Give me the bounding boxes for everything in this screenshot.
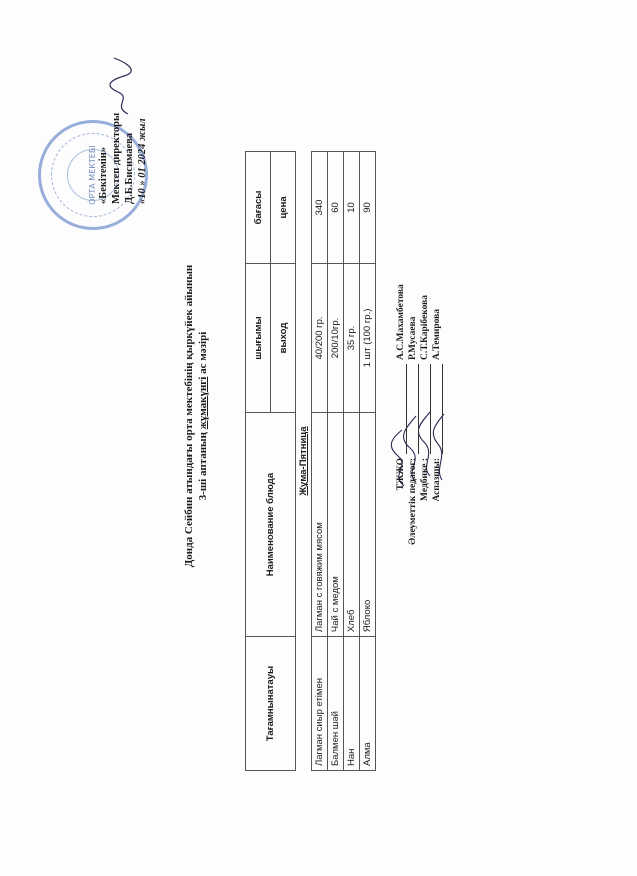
title-menu: ас мәзірі — [197, 331, 209, 374]
signature-name: С.Т.Карібекова — [420, 294, 430, 360]
signature-row — [395, 284, 407, 576]
cell-dish-ru: Яблоко — [360, 413, 376, 637]
menu-title — [182, 206, 210, 626]
cell-dish-kz: Алма — [360, 637, 376, 771]
cell-output: 200/10гр. — [328, 263, 344, 412]
day-label: Жұма-Пятница — [296, 152, 312, 771]
title-week: 3-ші аптаның — [197, 432, 209, 501]
approval-status: «Бекітемін» — [98, 146, 109, 204]
cell-price: 60 — [328, 152, 344, 264]
signature-name: А.С.Махамбетова — [396, 284, 406, 360]
signature-row — [419, 284, 431, 576]
cell-price: 90 — [360, 152, 376, 264]
approval-block — [97, 113, 149, 204]
header-dish-ru: Наименование блюда — [246, 413, 296, 637]
header-dish-kz: Тағамнынатауы — [246, 637, 296, 771]
cell-price: 340 — [312, 152, 328, 264]
cell-dish-ru: Чай с медом — [328, 413, 344, 637]
table-row — [360, 152, 376, 771]
signature-row — [407, 284, 419, 576]
header-price-kz: бағасы — [246, 152, 271, 264]
stamp-text: ОРТА МЕКТЕБІ — [88, 145, 97, 205]
cell-dish-kz: Нан — [344, 637, 360, 771]
cell-dish-kz: Балмен шәй — [328, 637, 344, 771]
signature-line — [407, 364, 419, 454]
signature-line — [431, 364, 443, 454]
table-row — [344, 152, 360, 771]
header-output-ru: выход — [271, 263, 296, 412]
table-row — [312, 152, 328, 771]
title-line-1: Донда Сейбин атындағы орта мектебінің қыркүйек айынын — [183, 264, 195, 568]
cell-output: 1 шт (100 гр.) — [360, 263, 376, 412]
approval-date: «10 » 01 2024 жыл — [137, 118, 148, 204]
cell-dish-ru: Лагман с говяжим мясом — [312, 413, 328, 637]
header-output-kz: шығымы — [246, 263, 271, 412]
signature-name: Р.Мусаева — [408, 316, 418, 360]
cell-price: 10 — [344, 152, 360, 264]
signature-row — [431, 284, 443, 576]
table-row — [328, 152, 344, 771]
signature-role: ТЖЖО — [396, 458, 406, 491]
title-line-2 — [196, 206, 210, 626]
cell-dish-ru: Хлеб — [344, 413, 360, 637]
signature-line — [419, 364, 431, 454]
director-signature — [108, 56, 134, 116]
approval-position: Мектеп директоры — [111, 112, 122, 204]
approval-name: Д.Б.Бисимаева — [124, 132, 135, 204]
cell-dish-kz: Лагман сиыр етімен — [312, 637, 328, 771]
menu-table — [245, 151, 376, 771]
signature-role: Әлеуметтік педагог: — [408, 458, 418, 545]
signature-role: Аспазшы: — [432, 458, 442, 502]
day-row — [296, 152, 312, 771]
signature-name: А.Темирова — [432, 308, 442, 360]
signatures-block — [395, 284, 443, 576]
cell-output: 35 гр. — [344, 263, 360, 412]
cell-output: 40/200 гр. — [312, 263, 328, 412]
signature-line — [395, 364, 407, 454]
header-price-ru: цена — [271, 152, 296, 264]
title-day: жұмакүнгі — [197, 376, 209, 430]
signature-role: Медбике : — [420, 458, 430, 501]
table-header-row — [246, 152, 271, 771]
